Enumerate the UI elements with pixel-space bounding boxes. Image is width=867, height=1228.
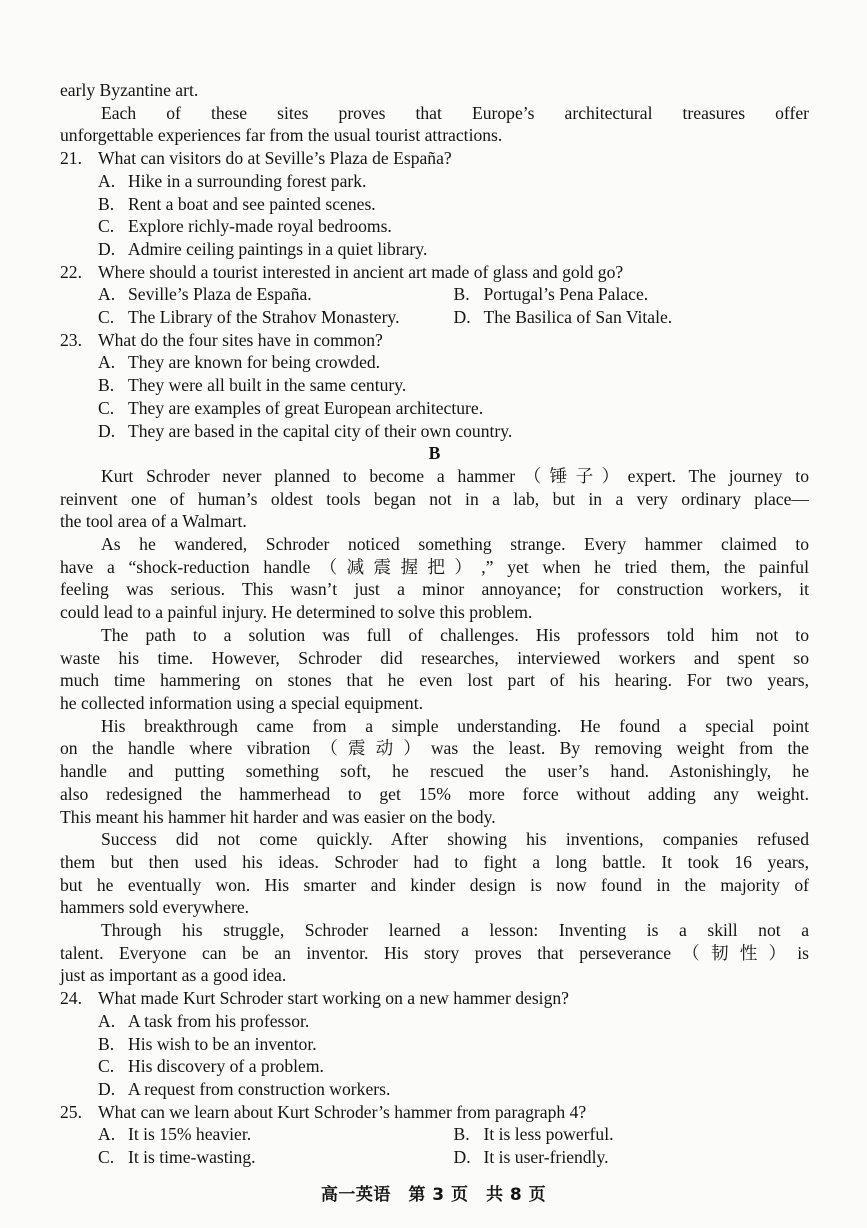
question-23 (60, 329, 809, 352)
option-text: His discovery of a problem. (128, 1056, 324, 1077)
passage-a-conclusion-line-1: Each of these sites proves that Europe’s architectural treasures offer (101, 102, 809, 123)
para-3-line-1: The path to a solution was full of challenges. His professors told him not to (101, 624, 809, 645)
section-b-title: B (428, 443, 441, 464)
option-21-c (60, 215, 809, 238)
question-stem: What do the four sites have in common? (98, 329, 383, 350)
option-text: They are based in the capital city of their own country. (128, 420, 513, 441)
option-24-b (60, 1033, 809, 1056)
question-stem: What can we learn about Kurt Schroder’s hammer from paragraph 4? (98, 1101, 587, 1122)
question-number: 25. (60, 1101, 82, 1122)
para-5-line-4: hammers sold everywhere. (60, 897, 250, 918)
para-1-line-2: reinvent one of human’s oldest tools began not in a lab, but in a very ordinary place— (60, 488, 809, 509)
para-1-line-1: Kurt Schroder never planned to become a hammer（锤子）expert. The journey to (101, 465, 809, 486)
option-text: Seville’s Plaza de España. (128, 284, 312, 305)
option-letter: B. (98, 193, 115, 214)
option-row-25-ab (60, 1123, 809, 1146)
option-24-d (60, 1078, 809, 1101)
option-21-a (60, 170, 809, 193)
option-23-c (60, 397, 809, 420)
para-2-line-1: As he wandered, Schroder noticed something strange. Every hammer claimed to (101, 534, 809, 555)
para-4-line-3: handle and putting something soft, he rescued the user’s hand. Astonishingly, he (60, 761, 809, 782)
passage-a-last-line: early Byzantine art. (60, 80, 199, 100)
option-letter: B. (453, 1124, 470, 1145)
passage-a-conclusion-line-2: unforgettable experiences far from the usual tourist attractions. (60, 125, 503, 146)
para-4-line-2: on the handle where vibration（震动）was the least. By removing weight from the (60, 738, 809, 759)
option-letter: A. (98, 1124, 116, 1145)
question-number: 24. (60, 988, 82, 1009)
para-2-line-4: could lead to a painful injury. He determined to solve this problem. (60, 602, 533, 623)
question-21 (60, 147, 809, 170)
option-letter: A. (98, 1010, 116, 1031)
question-number: 22. (60, 261, 82, 282)
option-text: Rent a boat and see painted scenes. (128, 193, 376, 214)
option-letter: C. (98, 1147, 115, 1168)
option-text: Admire ceiling paintings in a quiet library. (128, 238, 428, 259)
option-text: Explore richly-made royal bedrooms. (128, 216, 392, 237)
option-23-a (60, 351, 809, 374)
option-21-d (60, 238, 809, 261)
option-23-b (60, 374, 809, 397)
question-stem: Where should a tourist interested in ancient art made of glass and gold go? (98, 261, 624, 282)
question-24 (60, 987, 809, 1010)
option-row-25-cd (60, 1146, 809, 1169)
option-text: They are examples of great European architecture. (128, 397, 484, 418)
option-text: Hike in a surrounding forest park. (128, 170, 367, 191)
para-2-line-3: feeling was serious. This wasn’t just a minor annoyance; for construction workers, it (60, 579, 809, 600)
option-22-d (454, 306, 810, 329)
option-letter: D. (453, 1147, 471, 1168)
option-24-c (60, 1055, 809, 1078)
para-3-line-4: he collected information using a special equipment. (60, 692, 423, 713)
option-text: A task from his professor. (128, 1010, 310, 1031)
option-25-d (454, 1146, 810, 1169)
para-5-line-1: Success did not come quickly. After showing his inventions, companies refused (101, 829, 809, 850)
option-letter: C. (98, 216, 115, 237)
option-text: It is less powerful. (483, 1124, 614, 1145)
option-22-c (98, 306, 454, 329)
para-3-line-2: waste his time. However, Schroder did researches, interviewed workers and spent so (60, 647, 809, 668)
question-22 (60, 261, 809, 284)
para-3-line-3: much time hammering on stones that he even lost part of his hearing. For two years, (60, 670, 809, 691)
option-letter: D. (98, 238, 116, 259)
option-letter: A. (98, 284, 116, 305)
option-24-a (60, 1010, 809, 1033)
para-6-line-1: Through his struggle, Schroder learned a lesson: Inventing is a skill not a (101, 920, 809, 941)
option-text: It is time-wasting. (128, 1147, 256, 1168)
option-text: The Basilica of San Vitale. (483, 307, 673, 328)
option-letter: B. (453, 284, 470, 305)
para-1-line-3: the tool area of a Walmart. (60, 511, 247, 532)
option-text: Portugal’s Pena Palace. (483, 284, 649, 305)
para-4-line-4: also redesigned the hammerhead to get 15% more force without adding any weight. (60, 783, 809, 804)
option-text: It is 15% heavier. (128, 1124, 252, 1145)
question-stem: What made Kurt Schroder start working on a new hammer design? (98, 988, 569, 1009)
question-stem: What can visitors do at Seville’s Plaza de España? (98, 148, 452, 169)
option-text: It is user-friendly. (483, 1147, 609, 1168)
option-text: A request from construction workers. (128, 1078, 391, 1099)
option-21-b (60, 193, 809, 216)
option-letter: B. (98, 1033, 115, 1054)
para-5-line-3: but he eventually won. His smarter and kinder design is now found in the majority of (60, 874, 809, 895)
option-letter: C. (98, 307, 115, 328)
option-text: His wish to be an inventor. (128, 1033, 317, 1054)
option-letter: A. (98, 352, 116, 373)
option-row-22-ab (60, 283, 809, 306)
option-23-d (60, 420, 809, 443)
option-22-b (454, 283, 810, 306)
para-4-line-5: This meant his hammer hit harder and was easier on the body. (60, 806, 496, 827)
question-number: 23. (60, 329, 82, 350)
option-letter: D. (453, 307, 471, 328)
page-footer: 高一英语 第 3 页 共 8 页 (320, 1185, 547, 1205)
option-25-a (98, 1123, 454, 1146)
option-letter: C. (98, 397, 115, 418)
option-text: They were all built in the same century. (128, 375, 407, 396)
para-4-line-1: His breakthrough came from a simple understanding. He found a special point (101, 715, 809, 736)
option-22-a (98, 283, 454, 306)
question-25 (60, 1101, 809, 1124)
option-text: The Library of the Strahov Monastery. (128, 307, 400, 328)
question-number: 21. (60, 148, 82, 169)
option-25-b (454, 1123, 810, 1146)
option-letter: D. (98, 1078, 116, 1099)
option-text: They are known for being crowded. (128, 352, 381, 373)
option-letter: D. (98, 420, 116, 441)
option-letter: C. (98, 1056, 115, 1077)
option-row-22-cd (60, 306, 809, 329)
para-6-line-2: talent. Everyone can be an inventor. His story proves that perseverance（韧性）is (60, 942, 809, 963)
para-6-line-3: just as important as a good idea. (60, 965, 287, 986)
option-letter: A. (98, 170, 116, 191)
option-letter: B. (98, 375, 115, 396)
para-2-line-2: have a “shock-reduction handle（减震握把）,” yet when he tried them, the painful (60, 556, 809, 577)
para-5-line-2: them but then used his ideas. Schroder had to fight a long battle. It took 16 years, (60, 851, 809, 872)
option-25-c (98, 1146, 454, 1169)
